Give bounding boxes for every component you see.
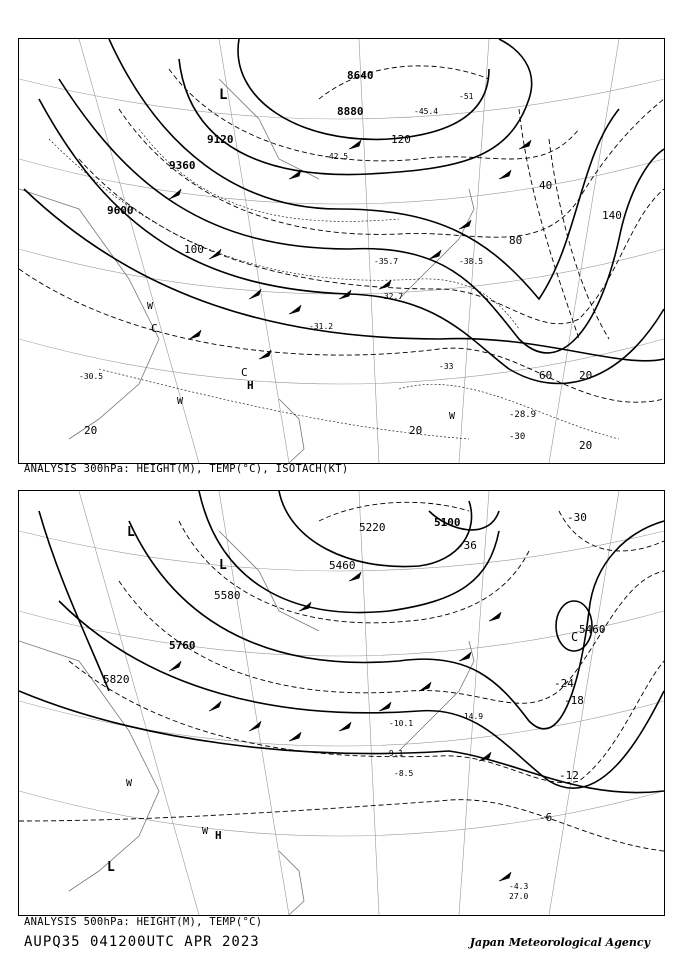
temp-label: -31.2 xyxy=(309,322,334,331)
height-label: 9120 xyxy=(207,133,234,146)
temp-label: -30.5 xyxy=(79,372,104,381)
temp-label: -14.9 xyxy=(459,712,484,721)
cold-symbol: C xyxy=(571,630,579,644)
warm-symbol: W xyxy=(449,411,456,422)
height-label: 5760 xyxy=(169,639,196,652)
low-symbol: L xyxy=(107,860,115,875)
temp-label: -38.5 xyxy=(459,257,484,266)
temp-label: -4.3 xyxy=(509,882,529,891)
temp-label: -30 xyxy=(509,432,526,442)
map-500hpa-drawing xyxy=(19,491,664,915)
height-label: 5460 xyxy=(329,559,356,572)
low-symbol: L xyxy=(219,87,228,103)
temp-label: -24 xyxy=(554,677,574,690)
warm-symbol: W xyxy=(147,301,154,312)
isotach-label: 100 xyxy=(184,243,204,256)
isotachs xyxy=(49,129,619,439)
temp-label: -9.1 xyxy=(384,749,404,758)
agency-name: Japan Meteorological Agency xyxy=(469,936,650,949)
cold-symbol: C xyxy=(241,366,248,379)
high-symbol: H xyxy=(215,829,222,842)
height-contours xyxy=(19,491,664,793)
low-symbol: L xyxy=(127,525,135,540)
panel-300-caption: ANALYSIS 300hPa: HEIGHT(M), TEMP(°C), ISOTACH(KT) xyxy=(24,463,349,475)
height-label: 5460 xyxy=(579,623,606,636)
temp-label: 27.0 xyxy=(509,892,529,901)
warm-symbol: W xyxy=(126,778,133,789)
cold-symbol: C xyxy=(151,322,158,335)
isotach-label: 140 xyxy=(602,209,622,222)
isotach-label: 20 xyxy=(84,424,98,437)
height-label: 5820 xyxy=(103,673,130,686)
temp-label: -42.5 xyxy=(324,152,349,161)
temp-label: -10.1 xyxy=(389,719,414,728)
height-label: 9360 xyxy=(169,159,196,172)
chart-identifier: AUPQ35 041200UTC APR 2023 xyxy=(24,934,260,950)
height-label: 5580 xyxy=(214,589,241,602)
height-label: 5220 xyxy=(359,521,386,534)
panel-500-caption: ANALYSIS 500hPa: HEIGHT(M), TEMP(°C) xyxy=(24,916,263,928)
warm-symbol: W xyxy=(202,826,209,837)
temp-label: -45.4 xyxy=(414,107,439,116)
temp-label: -12 xyxy=(559,769,579,782)
high-symbol: H xyxy=(247,379,254,392)
temp-label: -28.9 xyxy=(509,410,537,420)
height-label: 8880 xyxy=(337,105,364,118)
warm-symbol: W xyxy=(177,396,184,407)
temp-label: -51 xyxy=(459,92,474,101)
height-label: 9600 xyxy=(107,204,134,217)
temp-label: -8.5 xyxy=(394,769,414,778)
map-panel-500hpa xyxy=(18,490,665,916)
graticule xyxy=(19,39,664,463)
temp-label: -18 xyxy=(564,694,584,707)
temp-label: -6 xyxy=(539,811,553,824)
map-300hpa-drawing xyxy=(19,39,664,463)
isotach-label: 20 xyxy=(579,369,593,382)
isotach-label: 20 xyxy=(409,424,423,437)
temp-label: -35.7 xyxy=(374,257,399,266)
isotach-label: 80 xyxy=(509,234,523,247)
temp-label: -32.7 xyxy=(379,292,404,301)
isotach-label: 120 xyxy=(391,133,411,146)
temp-label: -30 xyxy=(567,511,587,524)
temp-label: -36 xyxy=(457,539,477,552)
temp-label: -33 xyxy=(439,362,454,371)
low-symbol: L xyxy=(219,558,227,573)
isotach-label: 20 xyxy=(579,439,593,452)
isotach-label: 60 xyxy=(539,369,553,382)
isotach-label: 40 xyxy=(539,179,553,192)
map-panel-300hpa xyxy=(18,38,665,464)
height-label: 8640 xyxy=(347,69,374,82)
map-labels-300 xyxy=(79,69,622,452)
height-label: 5100 xyxy=(434,516,461,529)
